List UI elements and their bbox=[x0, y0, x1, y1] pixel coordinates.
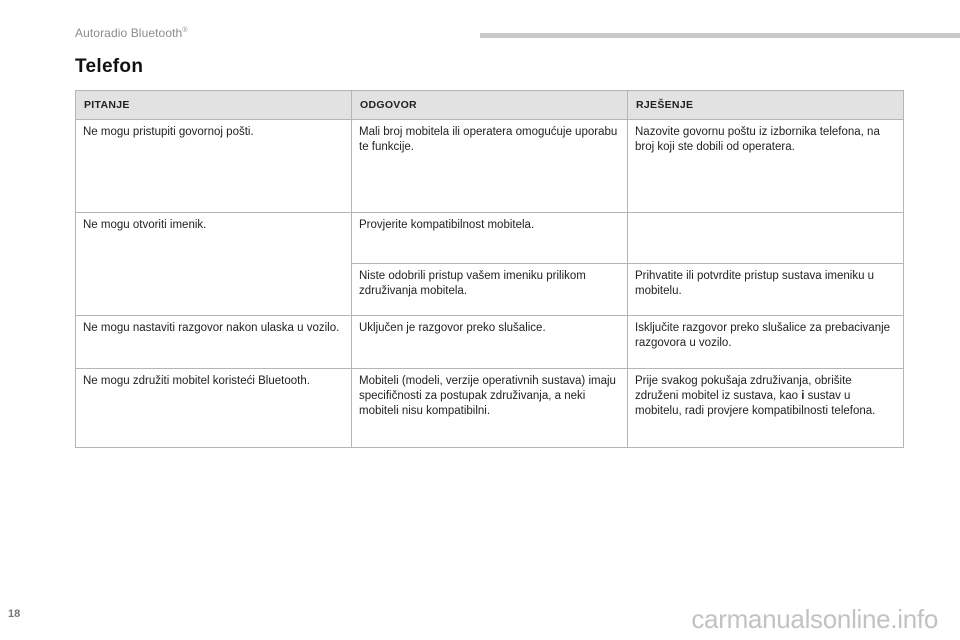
solution-text-part: Prije svakog pokušaja združivanja, obrišite združeni mobitel iz sustava, kao bbox=[635, 375, 852, 402]
solution-cell bbox=[628, 369, 904, 448]
watermark: carmanualsonline.info bbox=[691, 604, 938, 634]
solution-bold-text: i bbox=[801, 390, 805, 402]
answer-cell: Mobiteli (modeli, verzije operativnih sustava) imaju specifičnosti za postupak združivanja, a neki mobiteli nisu kompatibilni. bbox=[352, 369, 628, 448]
question-cell: Ne mogu pristupiti govornoj pošti. bbox=[76, 120, 352, 213]
table-header-row bbox=[76, 91, 904, 120]
table-row bbox=[76, 369, 904, 448]
answer-cell: Niste odobrili pristup vašem imeniku prilikom združivanja mobitela. bbox=[352, 264, 628, 316]
solution-cell: Prihvatite ili potvrdite pristup sustava imeniku u mobitelu. bbox=[628, 264, 904, 316]
table-row bbox=[76, 316, 904, 369]
page-number: 18 bbox=[8, 608, 21, 620]
answer-cell: Provjerite kompatibilnost mobitela. bbox=[352, 213, 628, 264]
faq-table bbox=[75, 90, 904, 448]
trademark-symbol: ® bbox=[182, 27, 188, 34]
solution-text-part: sustav u mobitelu, radi provjere kompatibilnosti telefona. bbox=[635, 390, 876, 417]
answer-cell: Mali broj mobitela ili operatera omogućuje uporabu te funkcije. bbox=[352, 120, 628, 213]
column-header-answer: ODGOVOR bbox=[352, 91, 628, 120]
solution-cell: Isključite razgovor preko slušalice za prebacivanje razgovora u vozilo. bbox=[628, 316, 904, 369]
column-header-question: PITANJE bbox=[76, 91, 352, 120]
section-header-text: Autoradio Bluetooth bbox=[75, 26, 183, 40]
question-cell: Ne mogu otvoriti imenik. bbox=[76, 213, 352, 316]
answer-cell: Uključen je razgovor preko slušalice. bbox=[352, 316, 628, 369]
solution-cell bbox=[628, 213, 904, 264]
question-cell: Ne mogu nastaviti razgovor nakon ulaska u vozilo. bbox=[76, 316, 352, 369]
section-header bbox=[75, 26, 188, 40]
question-cell: Ne mogu združiti mobitel koristeći Bluetooth. bbox=[76, 369, 352, 448]
table-row bbox=[76, 213, 904, 264]
solution-cell: Nazovite govornu poštu iz izbornika telefona, na broj koji ste dobili od operatera. bbox=[628, 120, 904, 213]
table-row bbox=[76, 120, 904, 213]
header-divider-bar bbox=[480, 33, 960, 38]
page-title: Telefon bbox=[75, 56, 144, 77]
column-header-solution: RJEŠENJE bbox=[628, 91, 904, 120]
